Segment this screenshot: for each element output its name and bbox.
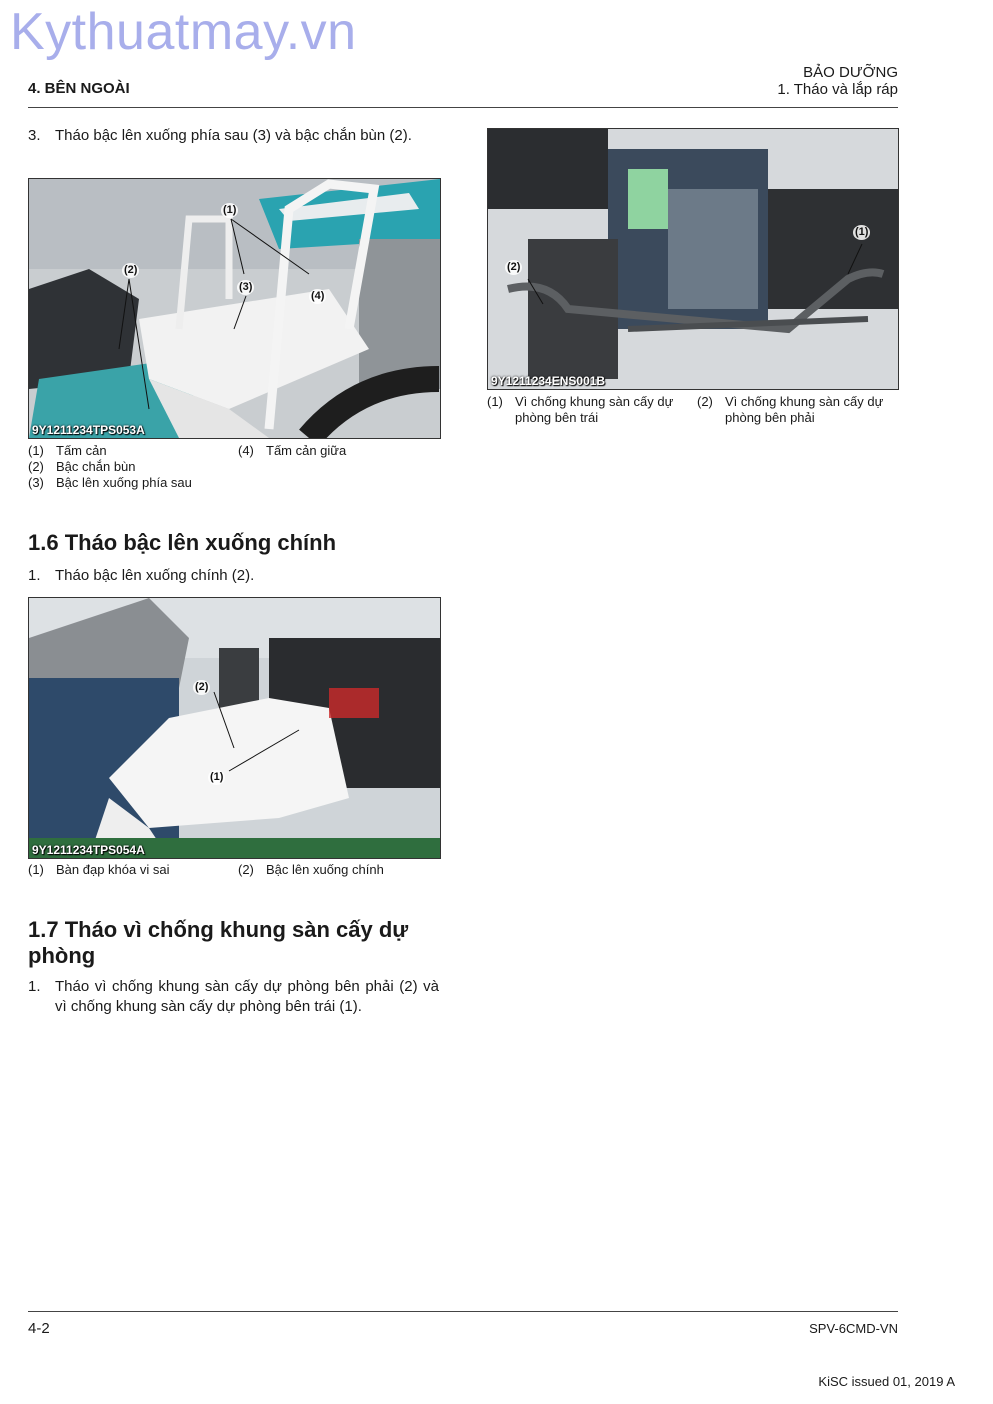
callout-2: (2) xyxy=(124,264,138,276)
caption-number: (4) xyxy=(238,443,254,458)
step-text: Tháo bậc lên xuống phía sau (3) và bậc chắn bùn (2). xyxy=(55,127,412,144)
caption-text: Bàn đạp khóa vi sai xyxy=(56,862,170,877)
figure-code: 9Y1211234ENS001B xyxy=(491,374,606,388)
caption-text: Bậc lên xuống phía sau xyxy=(56,475,192,490)
document-code: SPV-6CMD-VN xyxy=(809,1321,898,1336)
caption-item xyxy=(28,862,228,878)
callout-1: (1) xyxy=(223,204,237,216)
caption-item xyxy=(28,459,228,475)
issue-note: KiSC issued 01, 2019 A xyxy=(818,1374,955,1389)
section-heading-1-7: 1.7 Tháo vì chống khung sàn cấy dự phòng xyxy=(28,917,409,968)
section-heading-1-6: 1.6 Tháo bậc lên xuống chính xyxy=(28,530,337,555)
caption-item xyxy=(238,443,438,459)
callout-3: (3) xyxy=(239,281,253,293)
caption-number: (3) xyxy=(28,475,44,490)
caption-item xyxy=(28,443,228,459)
caption-number: (1) xyxy=(487,394,503,409)
caption-number: (2) xyxy=(28,459,44,474)
subsection-title: 1. Tháo và lắp ráp xyxy=(777,81,898,98)
photo-main-step xyxy=(28,597,441,859)
caption-text: Bậc chắn bùn xyxy=(56,459,136,474)
step-3 xyxy=(28,126,439,146)
photo-frame-braces xyxy=(487,128,899,390)
caption-text: Tấm cản giữa xyxy=(266,443,347,458)
caption-text: Vì chống khung sàn cấy dự phòng bên phải xyxy=(725,394,884,425)
step-1 xyxy=(28,977,439,1017)
caption-number: (2) xyxy=(697,394,713,409)
caption-text: Tấm cản xyxy=(56,443,107,458)
caption-item xyxy=(697,394,897,426)
watermark-text: Kythuatmay.vn xyxy=(10,3,357,61)
photo-rear-step xyxy=(28,178,441,439)
caption-item xyxy=(238,862,438,878)
chapter-title: BẢO DƯỠNG xyxy=(803,64,898,81)
step-text: Tháo bậc lên xuống chính (2). xyxy=(55,567,255,584)
step-1 xyxy=(28,566,439,586)
callout-4: (4) xyxy=(311,290,325,302)
header-rule xyxy=(28,107,898,108)
callout-1: (1) xyxy=(855,226,869,238)
caption-item xyxy=(28,475,238,491)
footer-rule xyxy=(28,1311,898,1312)
photo-rear-step-illustration xyxy=(29,179,440,438)
figure-code: 9Y1211234TPS054A xyxy=(32,843,145,857)
step-number: 3. xyxy=(28,127,41,144)
figure-code: 9Y1211234TPS053A xyxy=(32,423,145,437)
caption-item xyxy=(487,394,687,426)
photo-frame-braces-illustration xyxy=(488,129,898,389)
caption-number: (2) xyxy=(238,862,254,877)
page-number: 4-2 xyxy=(28,1320,50,1337)
photo-main-step-illustration xyxy=(29,598,440,858)
step-number: 1. xyxy=(28,567,41,584)
caption-number: (1) xyxy=(28,862,44,877)
callout-2: (2) xyxy=(507,261,521,273)
caption-text: Bậc lên xuống chính xyxy=(266,862,384,877)
callout-1: (1) xyxy=(210,771,224,783)
caption-text: Vì chống khung sàn cấy dự phòng bên trái xyxy=(515,394,674,425)
section-header: 4. BÊN NGOÀI xyxy=(28,80,130,97)
step-text: Tháo vì chống khung sàn cấy dự phòng bên phải (2) và vì chống khung sàn cấy dự phòng bên trái (1). xyxy=(55,978,439,1015)
caption-number: (1) xyxy=(28,443,44,458)
callout-2: (2) xyxy=(195,681,209,693)
step-number: 1. xyxy=(28,978,41,995)
